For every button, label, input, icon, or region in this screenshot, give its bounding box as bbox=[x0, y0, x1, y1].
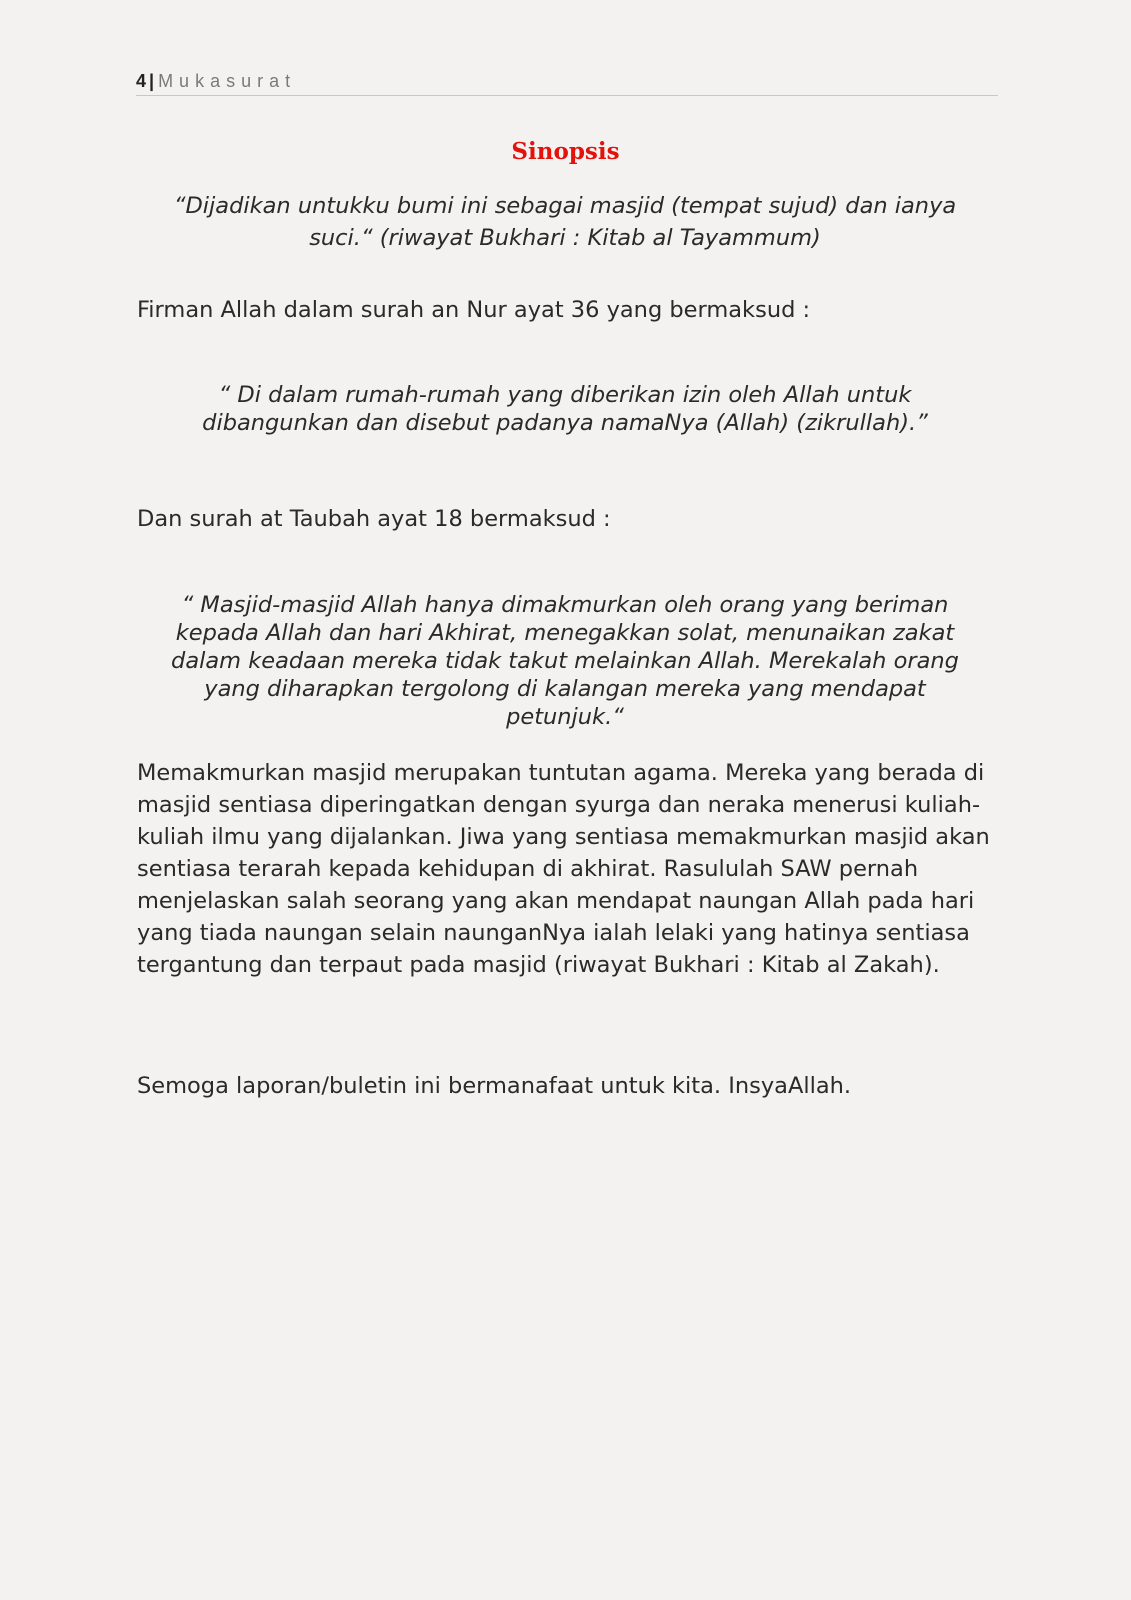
quran-quote-nur: “ Di dalam rumah-rumah yang diberikan izin oleh Allah untuk dibangunkan dan disebut padanya namaNya (Allah) (zikrullah).” bbox=[202, 382, 928, 436]
header-separator: | bbox=[149, 71, 155, 91]
intro-surah-nur: Firman Allah dalam surah an Nur ayat 36 yang bermaksud : bbox=[137, 297, 811, 323]
body-paragraph: Memakmurkan masjid merupakan tuntutan agama. Mereka yang berada di masjid sentiasa diperingatkan dengan syurga dan neraka menerusi kuliah-kuliah ilmu yang dijalankan. Jiwa yang sentiasa memakmurkan masjid akan sentiasa terarah kepada kehidupan di akhirat. Rasululah SAW pernah menjelaskan salah seorang yang akan mendapat naungan Allah pada hari yang tiada naungan selain naunganNya ialah lelaki yang hatinya sentiasa tergantung dan terpaut pada masjid (riwayat Bukhari : Kitab al Zakah). bbox=[137, 760, 990, 978]
hadith-quote: “Dijadikan untukku bumi ini sebagai masjid (tempat sujud) dan ianya suci.“ (riwayat Bukhari : Kitab al Tayammum) bbox=[173, 193, 957, 251]
quran-quote-taubah: “ Masjid-masjid Allah hanya dimakmurkan oleh orang yang beriman kepada Allah dan hari Akhirat, menegakkan solat, menunaikan zakat dalam keadaan mereka tidak takut melainkan Allah. Merekalah orang yang diharapkan tergolong di kalangan mereka yang mendapat petunjuk.“ bbox=[171, 592, 959, 730]
page-number: 4 bbox=[136, 71, 147, 91]
header-label: Mukasurat bbox=[158, 71, 297, 91]
closing-text: Semoga laporan/buletin ini bermanafaat untuk kita. InsyaAllah. bbox=[137, 1073, 852, 1099]
page-header bbox=[136, 70, 998, 96]
intro-surah-taubah: Dan surah at Taubah ayat 18 bermaksud : bbox=[137, 506, 611, 532]
section-title: Sinopsis bbox=[511, 138, 620, 165]
